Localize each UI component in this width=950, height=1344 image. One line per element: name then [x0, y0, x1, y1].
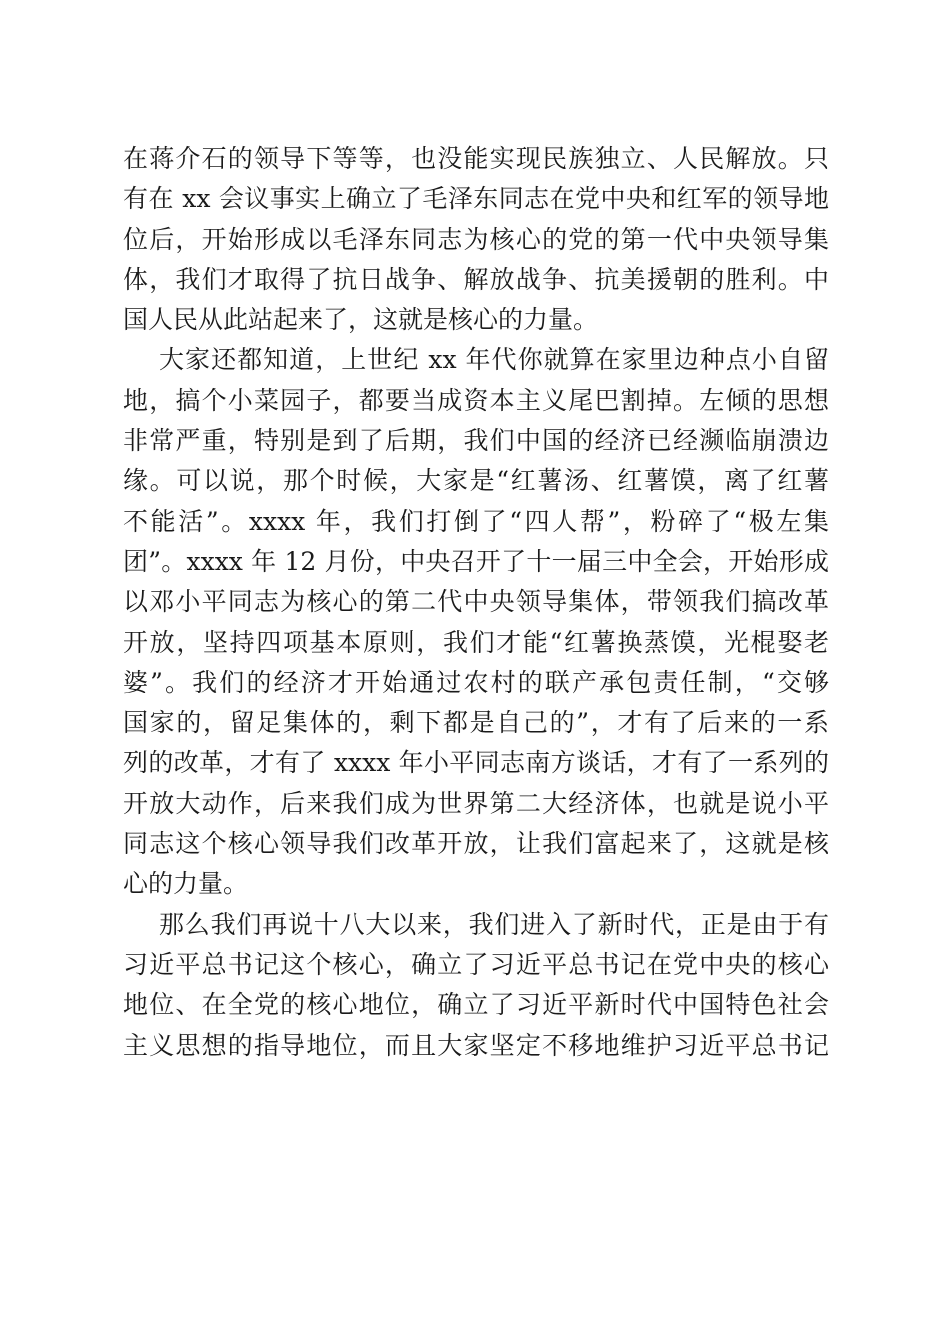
- text-line: 那么我们再说十八大以来，我们进入了新时代，正是由于有: [159, 909, 829, 939]
- text-line: 大家还都知道，上世纪 xx 年代你就算在家里边种点小自留: [159, 345, 829, 375]
- text-line: 位后，开始形成以毛泽东同志为核心的党的第一代中央领导集: [123, 224, 829, 254]
- text-line: 开放大动作，后来我们成为世界第二大经济体，也就是说小平: [123, 788, 829, 818]
- text-line: 习近平总书记这个核心，确立了习近平总书记在党中央的核心: [123, 949, 829, 979]
- text-line: 国家的，留足集体的，剩下都是自己的”，才有了后来的一系: [123, 708, 829, 738]
- text-line: 主义思想的指导地位，而且大家坚定不移地维护习近平总书记: [123, 1030, 829, 1060]
- text-line: 婆”。我们的经济才开始通过农村的联产承包责任制，“交够: [123, 667, 829, 697]
- body-text: [123, 139, 829, 1066]
- text-line: 地，搞个小菜园子，都要当成资本主义尾巴割掉。左倾的思想: [123, 385, 829, 415]
- text-line: 开放，坚持四项基本原则，我们才能“红薯换蒸馍，光棍娶老: [123, 627, 829, 657]
- text-line: 以邓小平同志为核心的第二代中央领导集体，带领我们搞改革: [123, 587, 829, 617]
- text-line: 心的力量。: [123, 869, 249, 899]
- text-line: 列的改革，才有了 xxxx 年小平同志南方谈话，才有了一系列的: [123, 748, 829, 778]
- text-line: 地位、在全党的核心地位，确立了习近平新时代中国特色社会: [123, 990, 829, 1020]
- text-line: 在蒋介石的领导下等等，也没能实现民族独立、人民解放。只: [123, 144, 829, 173]
- text-line: 缘。可以说，那个时候，大家是“红薯汤、红薯馍，离了红薯: [123, 466, 829, 496]
- text-line: 团”。xxxx 年 12 月份，中央召开了十一届三中全会，开始形成: [123, 546, 829, 576]
- text-line: 国人民从此站起来了，这就是核心的力量。: [123, 305, 599, 335]
- text-line: 非常严重，特别是到了后期，我们中国的经济已经濒临崩溃边: [123, 426, 829, 456]
- text-line: 不能活”。xxxx 年，我们打倒了“四人帮”，粉碎了“极左集: [123, 506, 829, 536]
- text-line: 同志这个核心领导我们改革开放，让我们富起来了，这就是核: [123, 829, 829, 859]
- text-line: 体，我们才取得了抗日战争、解放战争、抗美援朝的胜利。中: [123, 264, 829, 294]
- text-line: 有在 xx 会议事实上确立了毛泽东同志在党中央和红军的领导地: [123, 184, 829, 214]
